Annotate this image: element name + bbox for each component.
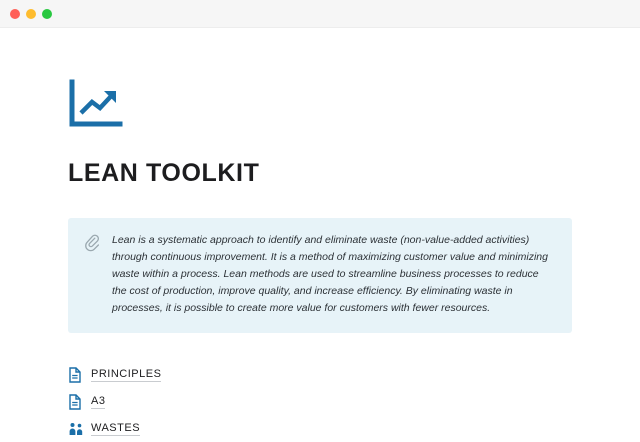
line-chart-growth-icon: [68, 78, 124, 130]
callout-text: Lean is a systematic approach to identify and eliminate waste (non-value-added activities) through continuous improvement. It is a method of maximizing customer value and minimizing waste within a process. Lean methods are used to streamline business processes to reduce the cost of production, improve quality, and increase efficiency. By eliminating waste in processes, it is possible to create more value for customers with fewer resources.: [112, 233, 548, 314]
people-group-icon: [68, 421, 82, 437]
link-label: PRINCIPLES: [91, 367, 162, 380]
page-title: LEAN TOOLKIT: [68, 159, 260, 187]
maximize-icon[interactable]: [42, 9, 52, 19]
close-icon[interactable]: [10, 9, 20, 19]
link-label: A3: [91, 394, 106, 407]
link-item-wastes[interactable]: [68, 421, 572, 437]
callout-block: [68, 218, 572, 333]
minimize-icon[interactable]: [26, 9, 36, 19]
link-item-principles[interactable]: [68, 367, 572, 383]
document-body: [0, 28, 640, 437]
paperclip-icon: [84, 234, 100, 250]
page-document-icon: [68, 367, 82, 383]
page-document-icon: [68, 394, 82, 410]
window-controls: [10, 9, 52, 19]
window-titlebar: [0, 0, 640, 28]
document-links: [68, 367, 572, 437]
link-label: WASTES: [91, 421, 141, 434]
link-item-a3[interactable]: [68, 394, 572, 410]
